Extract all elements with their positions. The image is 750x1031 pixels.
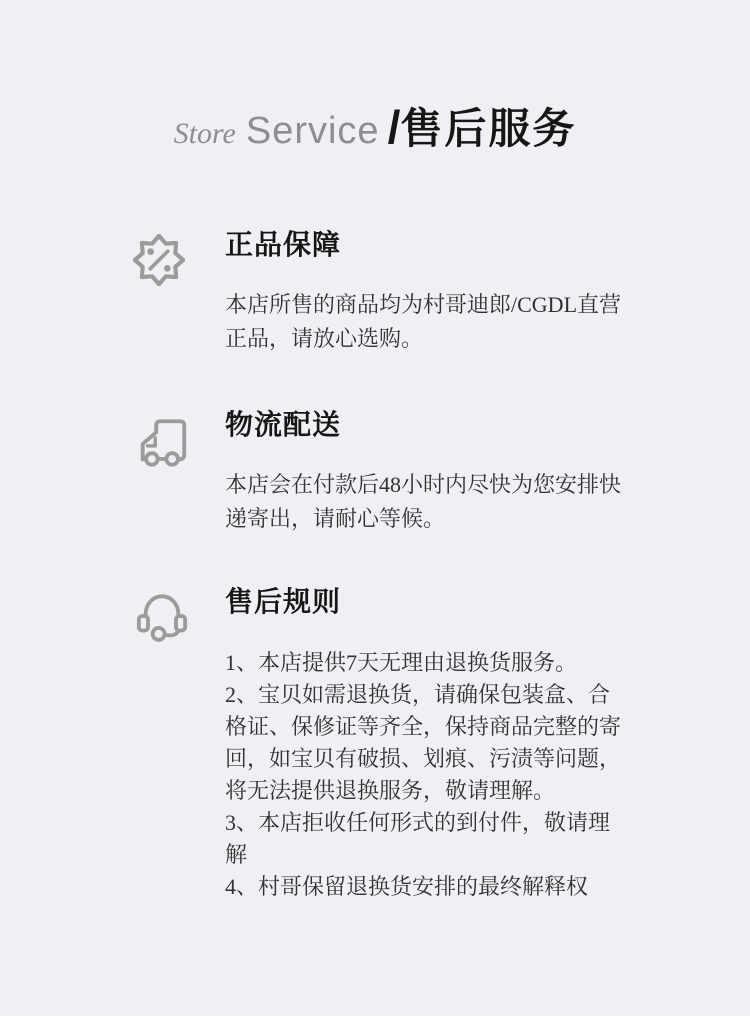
section-heading: 正品保障 <box>225 230 342 261</box>
section-after-sales-rules <box>0 587 750 903</box>
section-heading: 售后规则 <box>225 587 342 618</box>
section-body: 本店会在付款后48小时内尽快为您安排快递寄出，请耐心等候。 <box>225 472 622 531</box>
section-heading: 物流配送 <box>225 410 342 441</box>
footer-divider <box>0 1016 750 1031</box>
rule-item: 3、本店拒收任何形式的到付件，敬请理解 <box>225 810 611 867</box>
title-store: Store <box>173 117 236 150</box>
rule-item: 1、本店提供7天无理由退换货服务。 <box>225 650 578 675</box>
discount-badge-icon <box>133 234 185 286</box>
rule-item: 4、村哥保留退换货安排的最终解释权 <box>225 874 589 899</box>
title-divider: / <box>387 101 401 153</box>
page-title <box>0 96 750 158</box>
section-body: 本店所售的商品均为村哥迪郎/CGDL直营正品，请放心选购。 <box>225 292 622 351</box>
title-service: Service <box>245 110 380 152</box>
headset-icon <box>133 591 191 645</box>
rules-list <box>225 647 627 903</box>
section-authentic-guarantee <box>0 230 750 356</box>
rule-item: 2、宝贝如需退换货，请确保包装盒、合格证、保修证等齐全，保持商品完整的寄回，如宝贝有破损、划痕、污渍等问题，将无法提供退换服务，敬请理解。 <box>225 682 622 803</box>
section-logistics-delivery <box>0 410 750 536</box>
title-chinese: 售后服务 <box>400 107 577 153</box>
delivery-truck-icon <box>133 414 191 472</box>
